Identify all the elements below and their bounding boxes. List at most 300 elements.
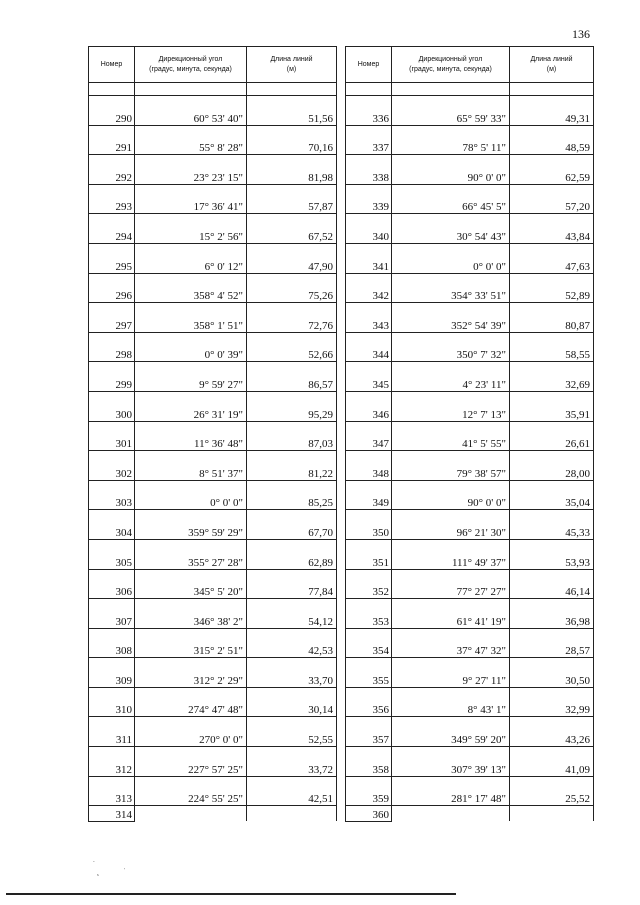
point-row (346, 569, 594, 584)
angle-gap (392, 273, 510, 288)
point-row (89, 747, 337, 762)
point-number: 298 (89, 332, 135, 362)
line-length: 95,29 (247, 406, 337, 421)
angle-gap (392, 362, 510, 377)
line-length: 43,26 (510, 732, 594, 747)
length-gap (510, 539, 594, 554)
direction-angle: 0° 0' 0" (392, 258, 510, 273)
direction-angle: 224° 55' 25" (135, 791, 247, 806)
direction-angle: 0° 0' 0" (135, 495, 247, 510)
length-gap (247, 184, 337, 199)
point-row (89, 658, 337, 673)
point-number: 307 (89, 599, 135, 629)
line-length: 52,89 (510, 288, 594, 303)
angle-gap (135, 569, 247, 584)
angle-gap (392, 332, 510, 347)
length-gap (510, 421, 594, 436)
direction-angle: 41° 5' 55" (392, 436, 510, 451)
point-row (346, 451, 594, 466)
line-length: 58,55 (510, 347, 594, 362)
point-number: 291 (89, 125, 135, 155)
length-gap (247, 155, 337, 170)
direction-angle: 358° 4' 52" (135, 288, 247, 303)
length-gap (247, 421, 337, 436)
direction-angle: 12° 7' 13" (392, 406, 510, 421)
point-row (89, 628, 337, 643)
line-length: 42,53 (247, 643, 337, 658)
direction-angle: 227° 57' 25" (135, 761, 247, 776)
length-gap (510, 451, 594, 466)
point-number: 303 (89, 480, 135, 510)
point-row (89, 569, 337, 584)
angle-gap (392, 155, 510, 170)
point-number: 309 (89, 658, 135, 688)
direction-angle: 359° 59' 29" (135, 525, 247, 540)
line-length: 54,12 (247, 613, 337, 628)
point-row (346, 362, 594, 377)
left-table-body (89, 47, 337, 822)
angle-gap (135, 539, 247, 554)
length-gap (510, 687, 594, 702)
point-row (89, 362, 337, 377)
point-number: 358 (346, 747, 392, 777)
point-row (89, 184, 337, 199)
angle-gap (135, 628, 247, 643)
point-row (346, 628, 594, 643)
point-number: 356 (346, 687, 392, 717)
line-length: 51,56 (247, 110, 337, 125)
direction-angle: 65° 59' 33" (392, 110, 510, 125)
direction-angle: 8° 51' 37" (135, 465, 247, 480)
direction-angle: 26° 31' 19" (135, 406, 247, 421)
line-length: 43,84 (510, 229, 594, 244)
length-gap (510, 155, 594, 170)
length-gap (510, 214, 594, 229)
direction-angle: 23° 23' 15" (135, 169, 247, 184)
page-number: 136 (572, 27, 590, 41)
length-gap (510, 776, 594, 791)
point-number: 350 (346, 510, 392, 540)
point-number: 311 (89, 717, 135, 747)
point-row (346, 303, 594, 318)
length-gap (247, 776, 337, 791)
line-length: 30,14 (247, 702, 337, 717)
point-number: 345 (346, 362, 392, 392)
length-gap (510, 806, 594, 821)
point-number: 312 (89, 747, 135, 777)
angle-gap (392, 717, 510, 732)
point-number: 302 (89, 451, 135, 481)
length-gap (510, 273, 594, 288)
point-row (89, 539, 337, 554)
angle-gap (392, 480, 510, 495)
length-gap (247, 658, 337, 673)
point-number: 313 (89, 776, 135, 806)
direction-angle: 358° 1' 51" (135, 317, 247, 332)
point-row (89, 510, 337, 525)
angle-gap (392, 391, 510, 406)
header-length-units: (м) (546, 65, 557, 73)
length-gap (510, 184, 594, 199)
header-angle (392, 47, 510, 83)
line-length: 52,66 (247, 347, 337, 362)
length-gap (247, 717, 337, 732)
right-table-body (346, 47, 594, 822)
length-gap (247, 125, 337, 140)
line-length: 35,91 (510, 406, 594, 421)
angle-gap (392, 687, 510, 702)
direction-angle: 55° 8' 28" (135, 140, 247, 155)
direction-angle: 355° 27' 28" (135, 554, 247, 569)
point-number: 295 (89, 243, 135, 273)
length-gap (247, 510, 337, 525)
point-number: 354 (346, 628, 392, 658)
point-row (346, 539, 594, 554)
angle-gap (135, 155, 247, 170)
length-gap (247, 273, 337, 288)
line-length: 62,59 (510, 169, 594, 184)
direction-angle: 60° 53' 40" (135, 110, 247, 125)
length-gap (247, 214, 337, 229)
header-length-label: Длина линий (530, 56, 573, 64)
length-gap (247, 96, 337, 111)
angle-gap (392, 599, 510, 614)
direction-angle: 315° 2' 51" (135, 643, 247, 658)
point-row (346, 96, 594, 111)
angle-gap (135, 273, 247, 288)
length-gap (510, 125, 594, 140)
angle-gap (135, 747, 247, 762)
left-coordinates-table (88, 46, 337, 822)
direction-angle: 78° 5' 11" (392, 140, 510, 155)
angle-gap (135, 362, 247, 377)
angle-gap (135, 332, 247, 347)
angle-gap (392, 214, 510, 229)
direction-angle: 96° 21' 30" (392, 525, 510, 540)
point-number: 340 (346, 214, 392, 244)
length-gap (510, 480, 594, 495)
length-gap (510, 658, 594, 673)
line-length: 36,98 (510, 613, 594, 628)
line-length: 35,04 (510, 495, 594, 510)
point-row (89, 125, 337, 140)
line-length: 85,25 (247, 495, 337, 510)
scan-speck: - (93, 859, 95, 865)
angle-gap (392, 125, 510, 140)
angle-gap (392, 569, 510, 584)
angle-gap (392, 421, 510, 436)
direction-angle: 61° 41' 19" (392, 613, 510, 628)
direction-angle: 15° 2' 56" (135, 229, 247, 244)
direction-angle: 281° 17' 48" (392, 791, 510, 806)
angle-gap (392, 96, 510, 111)
angle-gap (392, 539, 510, 554)
angle-gap (392, 510, 510, 525)
header-number (346, 47, 392, 83)
angle-gap (135, 658, 247, 673)
length-gap (510, 747, 594, 762)
point-row (346, 687, 594, 702)
length-gap (510, 599, 594, 614)
line-length: 87,03 (247, 436, 337, 451)
line-length: 32,99 (510, 702, 594, 717)
point-number: 310 (89, 687, 135, 717)
header-number-label: Номер (357, 60, 380, 68)
point-number: 297 (89, 303, 135, 333)
angle-gap (135, 243, 247, 258)
line-length: 72,76 (247, 317, 337, 332)
length-gap (247, 599, 337, 614)
length-gap (247, 391, 337, 406)
point-number: 300 (89, 391, 135, 421)
point-number: 292 (89, 155, 135, 185)
angle-gap (392, 776, 510, 791)
point-number: 342 (346, 273, 392, 303)
point-number: 357 (346, 717, 392, 747)
line-length: 46,14 (510, 584, 594, 599)
point-row (346, 155, 594, 170)
direction-angle: 9° 27' 11" (392, 673, 510, 688)
line-length: 28,57 (510, 643, 594, 658)
length-gap (247, 628, 337, 643)
scan-speck: ʼ (124, 868, 126, 874)
point-row (89, 243, 337, 258)
point-row (346, 184, 594, 199)
point-number: 341 (346, 243, 392, 273)
line-length: 52,55 (247, 732, 337, 747)
point-row (89, 451, 337, 466)
header-angle-label: Дирекционный угол (418, 56, 483, 64)
direction-angle: 79° 38' 57" (392, 465, 510, 480)
line-length: 81,98 (247, 169, 337, 184)
point-row (346, 747, 594, 762)
point-row (89, 717, 337, 732)
direction-angle: 111° 49' 37" (392, 554, 510, 569)
line-length: 67,52 (247, 229, 337, 244)
scan-speck: ˢ (97, 873, 99, 879)
line-length: 49,31 (510, 110, 594, 125)
angle-gap (135, 599, 247, 614)
point-number: 299 (89, 362, 135, 392)
line-length: 30,50 (510, 673, 594, 688)
angle-gap (392, 303, 510, 318)
point-number: 360 (346, 806, 392, 821)
point-number: 347 (346, 421, 392, 451)
line-length: 42,51 (247, 791, 337, 806)
direction-angle: 345° 5' 20" (135, 584, 247, 599)
point-row (346, 658, 594, 673)
point-number: 343 (346, 303, 392, 333)
length-gap (510, 96, 594, 111)
point-row (346, 510, 594, 525)
point-row (89, 776, 337, 791)
angle-gap (135, 184, 247, 199)
point-number: 352 (346, 569, 392, 599)
point-row (346, 125, 594, 140)
angle-gap (135, 717, 247, 732)
length-gap (247, 480, 337, 495)
line-length: 32,69 (510, 377, 594, 392)
length-gap (510, 391, 594, 406)
point-number: 338 (346, 155, 392, 185)
point-row (89, 599, 337, 614)
line-length: 33,72 (247, 761, 337, 776)
length-gap (510, 628, 594, 643)
angle-gap (135, 391, 247, 406)
line-length: 80,87 (510, 317, 594, 332)
length-gap (510, 717, 594, 732)
angle-gap (135, 687, 247, 702)
line-length: 33,70 (247, 673, 337, 688)
header-number-label: Номер (100, 60, 123, 68)
direction-angle: 66° 45' 5" (392, 199, 510, 214)
direction-angle: 90° 0' 0" (392, 169, 510, 184)
line-length: 26,61 (510, 436, 594, 451)
angle-gap (135, 776, 247, 791)
angle-gap (392, 747, 510, 762)
angle-gap (135, 96, 247, 111)
direction-angle: 312° 2' 29" (135, 673, 247, 688)
point-row (346, 480, 594, 495)
point-row (346, 776, 594, 791)
point-row (89, 391, 337, 406)
direction-angle: 90° 0' 0" (392, 495, 510, 510)
point-number: 305 (89, 539, 135, 569)
angle-gap (135, 806, 247, 821)
direction-angle: 30° 54' 43" (392, 229, 510, 244)
point-row (346, 243, 594, 258)
line-length: 77,84 (247, 584, 337, 599)
point-number: 301 (89, 421, 135, 451)
direction-angle: 352° 54' 39" (392, 317, 510, 332)
header-length-label: Длина линий (270, 56, 313, 64)
point-row (346, 717, 594, 732)
point-number: 346 (346, 391, 392, 421)
direction-angle: 350° 7' 32" (392, 347, 510, 362)
point-number: 314 (89, 806, 135, 821)
point-row (346, 273, 594, 288)
angle-gap (135, 451, 247, 466)
header-length-units: (м) (286, 65, 297, 73)
line-length: 48,59 (510, 140, 594, 155)
length-gap (247, 539, 337, 554)
point-row (89, 480, 337, 495)
angle-gap (392, 628, 510, 643)
direction-angle: 0° 0' 39" (135, 347, 247, 362)
point-number: 337 (346, 125, 392, 155)
point-number: 349 (346, 480, 392, 510)
length-gap (247, 243, 337, 258)
point-number: 308 (89, 628, 135, 658)
footer-rule (6, 893, 456, 895)
line-length: 57,20 (510, 199, 594, 214)
point-number: 355 (346, 658, 392, 688)
length-gap (510, 569, 594, 584)
length-gap (510, 303, 594, 318)
point-row (346, 599, 594, 614)
line-length: 81,22 (247, 465, 337, 480)
point-row (89, 273, 337, 288)
angle-gap (135, 125, 247, 140)
angle-gap (392, 451, 510, 466)
line-length: 47,90 (247, 258, 337, 273)
line-length: 25,52 (510, 791, 594, 806)
line-length: 67,70 (247, 525, 337, 540)
length-gap (247, 451, 337, 466)
point-row (89, 303, 337, 318)
point-row (89, 806, 337, 821)
point-row (346, 332, 594, 347)
header-angle (135, 47, 247, 83)
header-number (89, 47, 135, 83)
angle-gap (135, 480, 247, 495)
line-length: 86,57 (247, 377, 337, 392)
direction-angle: 4° 23' 11" (392, 377, 510, 392)
angle-gap (392, 658, 510, 673)
right-coordinates-table (345, 46, 594, 822)
point-number: 294 (89, 214, 135, 244)
point-number: 306 (89, 569, 135, 599)
length-gap (510, 332, 594, 347)
direction-angle: 349° 59' 20" (392, 732, 510, 747)
header-length (510, 47, 594, 83)
direction-angle: 6° 0' 12" (135, 258, 247, 273)
point-row (89, 421, 337, 436)
line-length: 70,16 (247, 140, 337, 155)
point-row (89, 332, 337, 347)
length-gap (247, 303, 337, 318)
angle-gap (135, 421, 247, 436)
length-gap (247, 569, 337, 584)
length-gap (510, 243, 594, 258)
point-number: 348 (346, 451, 392, 481)
direction-angle: 346° 38' 2" (135, 613, 247, 628)
point-number: 290 (89, 96, 135, 126)
line-length: 45,33 (510, 525, 594, 540)
length-gap (247, 362, 337, 377)
header-length (247, 47, 337, 83)
direction-angle: 77° 27' 27" (392, 584, 510, 599)
angle-gap (135, 510, 247, 525)
header-angle-units: (градус, минута, секунда) (409, 65, 492, 73)
angle-gap (392, 184, 510, 199)
line-length: 28,00 (510, 465, 594, 480)
line-length: 53,93 (510, 554, 594, 569)
direction-angle: 270° 0' 0" (135, 732, 247, 747)
header-angle-units: (градус, минута, секунда) (149, 65, 232, 73)
header-angle-label: Дирекционный угол (158, 56, 223, 64)
point-number: 339 (346, 184, 392, 214)
direction-angle: 8° 43' 1" (392, 702, 510, 717)
point-number: 344 (346, 332, 392, 362)
direction-angle: 37° 47' 32" (392, 643, 510, 658)
point-number: 304 (89, 510, 135, 540)
angle-gap (135, 214, 247, 229)
point-row (346, 214, 594, 229)
point-row (89, 155, 337, 170)
length-gap (247, 687, 337, 702)
point-row (89, 96, 337, 111)
point-row (346, 806, 594, 821)
point-number: 353 (346, 599, 392, 629)
line-length: 41,09 (510, 761, 594, 776)
point-number: 293 (89, 184, 135, 214)
point-row (346, 421, 594, 436)
direction-angle: 11° 36' 48" (135, 436, 247, 451)
line-length: 47,63 (510, 258, 594, 273)
length-gap (247, 747, 337, 762)
length-gap (510, 510, 594, 525)
